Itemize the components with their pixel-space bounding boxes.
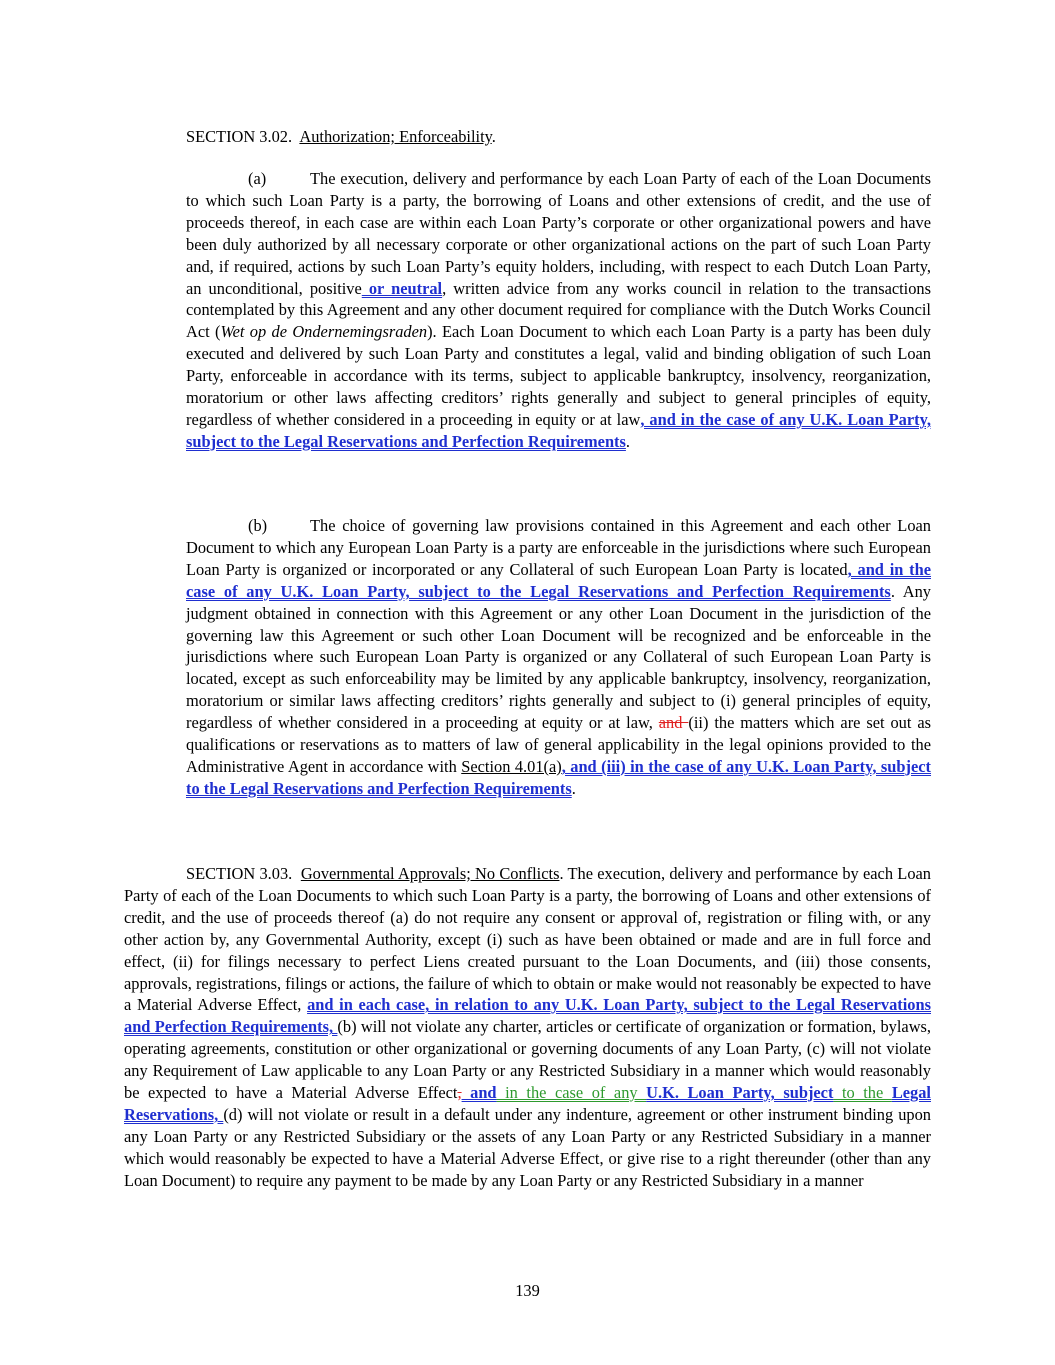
inserted-text: and <box>461 1083 497 1103</box>
section-number: SECTION 3.03. <box>186 864 293 883</box>
clause-label: (a) <box>248 169 267 188</box>
section-3-03: SECTION 3.03. Governmental Approvals; No Conflicts. The execution, delivery and performance by each Loan Party of each of the Loan Documents to which such Loan Party is a party, the borrowing of Loans and other extensions of credit, and the use of proceeds thereof (a) do not require any consent or approval of, registration or filing with, or any other action by, any Governmental Authority, except (i) such as have been obtained or made and are in full force and effect, (ii) for filings necessary to perfect Liens created pursuant to the Loan Documents, and (iii) those consents, approvals, registrations, filings or actions, the failure of which to obtain or make would not reasonably be expected to have a Material Adverse Effect, and in each case, in relation to any U.K. Loan Party, subject to the Legal Reservations and Perfection Requirements, (b) will not violate any charter, articles or certificate of organization or formation, bylaws, operating agreements, constitution or other organizational or governing documents of any Loan Party, (c) will not violate any Requirement of Law applicable to any Loan Party or any Restricted Subsidiary in a manner which would reasonably be expected to have a Material Adverse Effect, and in the case of any U.K. Loan Party, subject to the Legal Reservations, (d) will not violate or result in a default under any indenture, agreement or other instrument binding upon any Loan Party or any Restricted Subsidiary or the assets of any Loan Party or any Restricted Subsidiary in a manner which would reasonably be expected to have a Material Adverse Effect, or give rise to a right thereunder (other than any Loan Document) to require any payment to be made by any Loan Party or any Restricted Subsidiary in a manner <box>124 864 932 1190</box>
section-title: Authorization; Enforceability <box>299 127 492 146</box>
section-reference: Section 4.01(a) <box>461 756 562 776</box>
italic-term: Wet op de Ondernemingsraden <box>220 322 428 342</box>
inserted-text: , and in the case of any U.K. Loan Party, subject to the Legal Reservations and Perfection Requirements <box>186 559 931 601</box>
deleted-text: , <box>457 1083 462 1103</box>
section-title: Governmental Approvals; No Conflicts <box>300 864 560 883</box>
inserted-text: Legal Reservations, <box>124 1083 931 1124</box>
inserted-text: , and in the case of any U.K. Loan Party, subject to the Legal Reservations and Perfection Requirements <box>186 409 931 451</box>
section-number: SECTION 3.02. <box>186 127 293 146</box>
inserted-text: and in each case, in relation to any U.K. Loan Party, subject to the Legal Reservations and Perfection Requirements, <box>124 995 931 1037</box>
section-3-02-heading: SECTION 3.02. Authorization; Enforceability. <box>186 127 496 146</box>
inserted-text: U.K. Loan Party, subject <box>646 1083 834 1103</box>
moved-text: to the <box>833 1083 892 1103</box>
paragraph-a: (a) The execution, delivery and performance by each Loan Party of each of the Loan Documents to which such Loan Party is a party, the borrowing of Loans and other extensions of credit, and the use of proceeds thereof, in each case are within each Loan Party’s corporate or other organizational powers and have been duly authorized by all necessary corporate or other organizational actions on the part of such Loan Party and, if required, actions by such Loan Party’s equity holders, including, with respect to each Dutch Loan Party, an unconditional, positive or neutral, written advice from any works council in relation to the transactions contemplated by this Agreement and any other document required for compliance with the Dutch Works Council Act (Wet op de Ondernemingsraden). Each Loan Document to which each Loan Party is a party has been duly executed and delivered by such Loan Party and constitutes a legal, valid and binding obligation of such Loan Party, enforceable in accordance with its terms, subject to applicable bankruptcy, insolvency, reorganization, moratorium or other laws affecting creditors’ rights generally and subject to general principles of equity, regardless of whether considered in a proceeding in equity or at law, and in the case of any U.K. Loan Party, subject to the Legal Reservations and Perfection Requirements. <box>186 169 931 451</box>
deleted-text: and <box>658 713 689 733</box>
clause-label: (b) <box>248 516 268 535</box>
inserted-text: , and (iii) in the case of any U.K. Loan Party, subject to the Legal Reservations and Perfection Requirements <box>186 756 932 798</box>
moved-text: in the case of any <box>496 1083 647 1103</box>
paragraph-b: (b) The choice of governing law provisions contained in this Agreement and each other Loan Document to which any European Loan Party is a party are enforceable in the jurisdictions where such European Loan Party is organized or incorporated or any Collateral of such European Loan Party is located, and in the case of any U.K. Loan Party, subject to the Legal Reservations and Perfection Requirements. Any judgment obtained in connection with this Agreement or any other Loan Document in the jurisdiction of the governing law this Agreement or such other Loan Document will be recognized and be enforceable in the jurisdictions where such European Loan Party is organized or any Collateral of such European Loan Party is located, except as such enforceability may be limited by any applicable bankruptcy, insolvency, reorganization, moratorium or similar laws affecting creditors’ rights generally and subject to (i) general principles of equity, regardless of whether considered in a proceeding at equity or at law, and (ii) the matters which are set out as qualifications or reservations as to matters of law of general applicability in the legal opinions provided to the Administrative Agent in accordance with Section 4.01(a), and (iii) in the case of any U.K. Loan Party, subject to the Legal Reservations and Perfection Requirements. <box>186 516 932 798</box>
page-number: 139 <box>515 1281 540 1300</box>
inserted-text: or neutral <box>361 278 443 298</box>
